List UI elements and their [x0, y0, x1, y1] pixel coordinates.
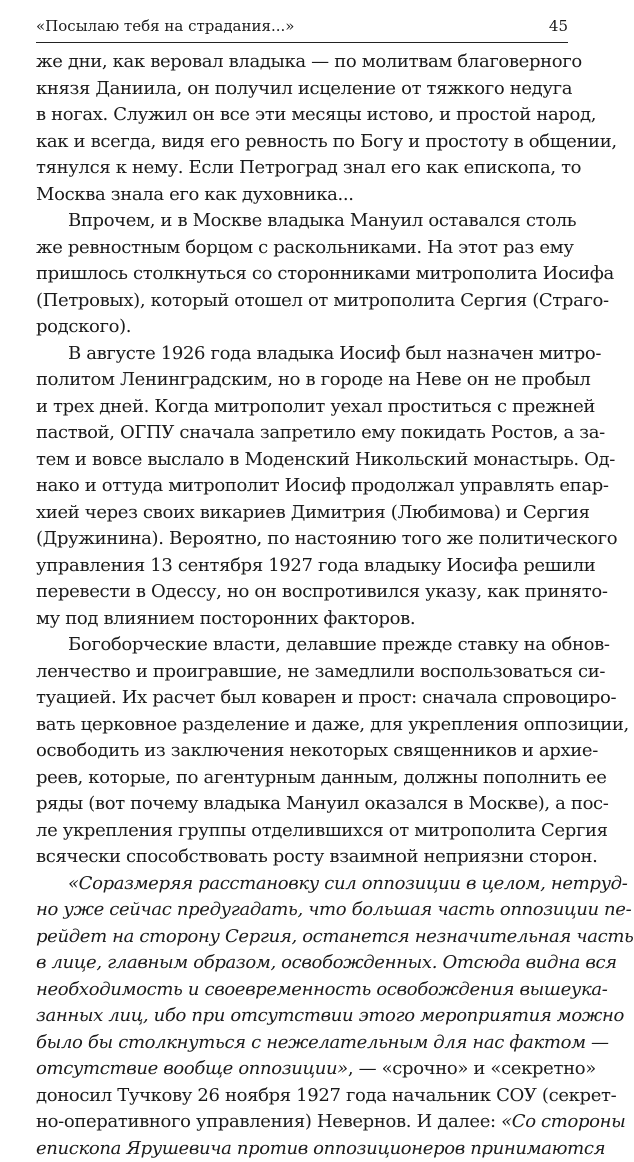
text-line	[36, 659, 568, 686]
text-line	[36, 553, 568, 580]
text-line	[36, 924, 568, 951]
text-run: нако и оттуда митрополит Иосиф продолжал управлять епар-	[36, 475, 609, 496]
text-line	[36, 791, 568, 818]
text-line	[36, 420, 568, 447]
text-line	[36, 341, 568, 368]
text-run: Впрочем, и в Москве владыка Мануил оставался столь	[68, 210, 576, 231]
text-run: реев, которые, по агентурным данным, должны пополнить ее	[36, 767, 607, 788]
text-run: туацией. Их расчет был коварен и прост: сначала спровоциро-	[36, 687, 616, 708]
text-run: ряды (вот почему владыка Мануил оказался в Москве), а пос-	[36, 793, 609, 814]
italic-text: «Со стороны	[501, 1111, 625, 1132]
text-run: тем и вовсе выслало в Моденский Никольский монастырь. Од-	[36, 449, 615, 470]
text-line	[36, 844, 568, 871]
text-line	[36, 314, 568, 341]
italic-text: занных лиц, ибо при отсутствии этого мероприятия можно	[36, 1005, 624, 1026]
text-run: пришлось столкнуться со сторонниками митрополита Иосифа	[36, 263, 614, 284]
text-line	[36, 579, 568, 606]
text-line	[36, 606, 568, 633]
text-run: (Дружинина). Вероятно, по настоянию того же политического	[36, 528, 617, 549]
text-line	[36, 1083, 568, 1110]
italic-text: в лице, главным образом, освобожденных. Отсюда видна вся	[36, 952, 617, 973]
text-run: (Петровых), который отошел от митрополита Сергия (Страго-	[36, 290, 609, 311]
text-line	[36, 367, 568, 394]
text-line	[36, 738, 568, 765]
text-line	[36, 208, 568, 235]
body-text	[36, 49, 568, 1162]
paragraph	[36, 632, 568, 871]
text-line	[36, 526, 568, 553]
text-run: вать церковное разделение и даже, для укрепления оппозиции,	[36, 714, 629, 735]
text-line	[36, 129, 568, 156]
text-line	[36, 765, 568, 792]
text-line	[36, 818, 568, 845]
text-line	[36, 897, 568, 924]
text-line	[36, 288, 568, 315]
text-run: тянулся к нему. Если Петроград знал его как епископа, то	[36, 157, 581, 178]
italic-text: «Соразмеряя расстановку сил оппозиции в целом, нетруд-	[68, 873, 627, 894]
text-run: ле укрепления группы отделившихся от митрополита Сергия	[36, 820, 608, 841]
italic-text: было бы столкнуться с нежелательным для нас фактом —	[36, 1032, 609, 1053]
text-run: Богоборческие власти, делавшие прежде ставку на обнов-	[68, 634, 610, 655]
text-line	[36, 632, 568, 659]
text-run: , — «срочно» и «секретно»	[348, 1058, 596, 1079]
text-line	[36, 182, 568, 209]
italic-text: необходимость и своевременность освобождения вышеука-	[36, 979, 608, 1000]
text-run: паствой, ОГПУ сначала запретило ему покидать Ростов, а за-	[36, 422, 605, 443]
text-run: политом Ленинградским, но в городе на Неве он не пробыл	[36, 369, 590, 390]
running-title: «Посылаю тебя на страдания...»	[36, 16, 294, 36]
text-run: князя Даниила, он получил исцеление от тяжкого недуга	[36, 78, 572, 99]
text-run: Москва знала его как духовника...	[36, 184, 354, 205]
text-line	[36, 155, 568, 182]
italic-text: отсутствие вообще оппозиции»	[36, 1058, 348, 1079]
text-line	[36, 394, 568, 421]
text-line	[36, 49, 568, 76]
text-line	[36, 1030, 568, 1057]
text-run: управления 13 сентября 1927 года владыку Иосифа решили	[36, 555, 595, 576]
text-line	[36, 500, 568, 527]
text-line	[36, 235, 568, 262]
text-run: же дни, как веровал владыка — по молитвам благоверного	[36, 51, 582, 72]
text-run: ленчество и проигравшие, не замедлили воспользоваться си-	[36, 661, 605, 682]
text-line	[36, 1003, 568, 1030]
text-line	[36, 1056, 568, 1083]
text-run: хией через своих викариев Димитрия (Любимова) и Сергия	[36, 502, 590, 523]
text-line	[36, 1136, 568, 1162]
text-run: всячески способствовать росту взаимной неприязни сторон.	[36, 846, 598, 867]
text-line	[36, 977, 568, 1004]
text-run: доносил Тучкову 26 ноября 1927 года начальник СОУ (секрет-	[36, 1085, 616, 1106]
text-run: родского).	[36, 316, 131, 337]
paragraph	[36, 49, 568, 208]
text-run: В августе 1926 года владыка Иосиф был назначен митро-	[68, 343, 601, 364]
text-line	[36, 950, 568, 977]
paragraph	[36, 871, 568, 1162]
paragraph	[36, 341, 568, 633]
italic-text: рейдет на сторону Сергия, останется незначительная часть	[36, 926, 634, 947]
italic-text: епископа Ярушевича против оппозиционеров принимаются	[36, 1138, 605, 1159]
text-line	[36, 261, 568, 288]
text-line	[36, 102, 568, 129]
text-line	[36, 447, 568, 474]
text-line	[36, 712, 568, 739]
text-line	[36, 473, 568, 500]
text-run: перевести в Одессу, но он воспротивился указу, как принято-	[36, 581, 608, 602]
text-run: как и всегда, видя его ревность по Богу и простоту в общении,	[36, 131, 617, 152]
paragraph	[36, 208, 568, 341]
text-run: му под влиянием посторонних факторов.	[36, 608, 415, 629]
running-header	[36, 16, 568, 43]
text-run: и трех дней. Когда митрополит уехал проститься с прежней	[36, 396, 595, 417]
text-line	[36, 1109, 568, 1136]
text-run: освободить из заключения некоторых священников и архие-	[36, 740, 598, 761]
text-line	[36, 76, 568, 103]
text-line	[36, 871, 568, 898]
text-run: но-оперативного управления) Невернов. И далее:	[36, 1111, 501, 1132]
italic-text: но уже сейчас предугадать, что большая часть оппозиции пе-	[36, 899, 631, 920]
text-run: же ревностным борцом с раскольниками. На этот раз ему	[36, 237, 574, 258]
text-line	[36, 685, 568, 712]
page-number: 45	[549, 16, 568, 36]
text-run: в ногах. Служил он все эти месяцы истово, и простой народ,	[36, 104, 596, 125]
